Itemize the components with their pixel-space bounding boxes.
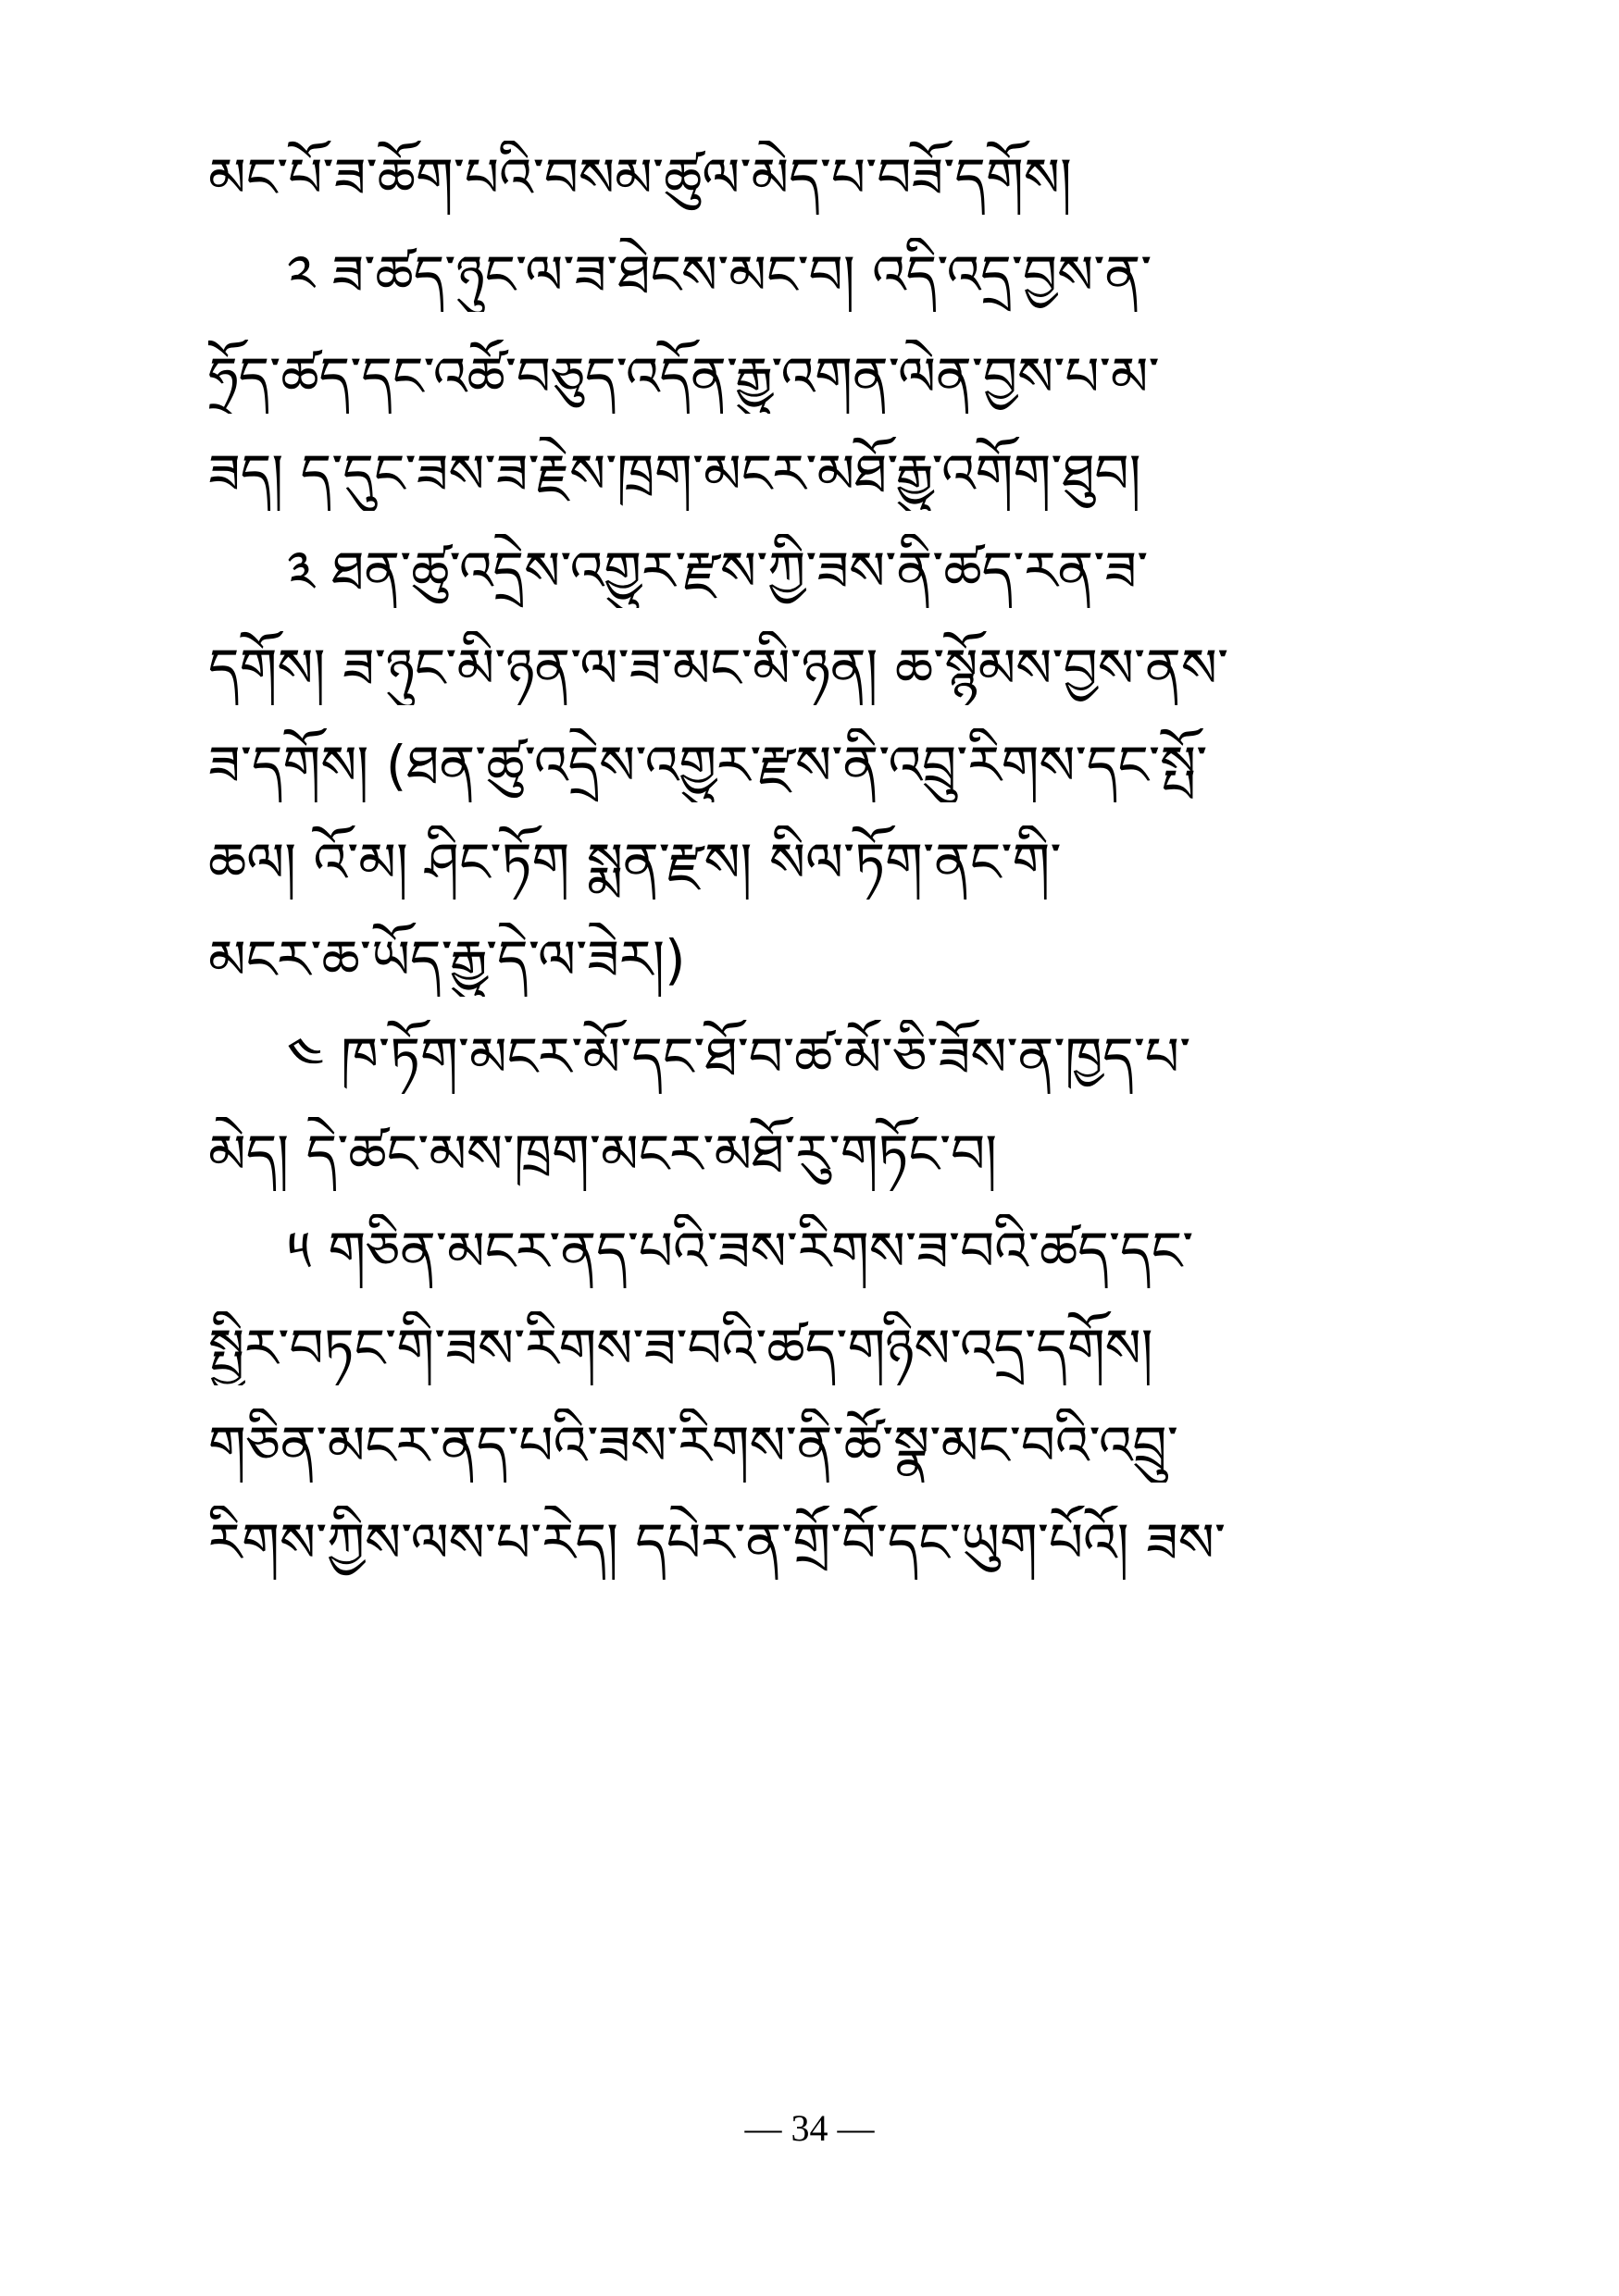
text-line: སྤྱིར་བཏང་གི་ཟས་རིགས་ཟ་བའི་ཚད་གཉིས་འདྲ་དགོས།	[208, 1317, 1153, 1380]
text-line: ཆལ། འོ་མ། ཤིང་ཏོག སྨན་རྫས། སིལ་ཏོག་ནང་གི་	[208, 831, 1062, 894]
text-line: ༥ གཅིན་མངར་ནད་པའི་ཟས་རིགས་ཟ་བའི་ཚད་དང་	[287, 1220, 1194, 1283]
text-line: ཧྲོད་ཚད་དང་འཚོ་བཅུད་འདོན་རྒྱུ་འགན་ལེན་བྱས་པ་མ་	[208, 345, 1160, 408]
text-line: ༤ ཁ་ཏོག་མངར་མོ་དང་ཐོ་བ་ཚ་མོ་ཅི་ཟོས་ན་ཁྱད་པ་	[287, 1025, 1191, 1088]
text-line: ཟད། ད་དུང་ཟས་ཟ་རྗེས་ཁྲག་མངར་མཐོ་རྒྱུ་འགོག་ཐུབ།	[208, 442, 1141, 505]
page-number: — 34 —	[744, 2107, 875, 2149]
text-line: མེད། དེ་ཚང་མས་ཁྲག་མངར་མཐོ་རུ་གཏོང་བ།	[208, 1123, 998, 1185]
text-line: མངར་ཆ་ཡོད་རྒྱུ་དེ་ལ་ཟེར།)	[208, 928, 686, 991]
text-line: དགོས། ཟ་ཉུང་མི་ཉན་ལ་ཟ་མང་མི་ཉན། ཆ་སྙོམས་བྱས་ནས་	[208, 637, 1229, 700]
text-line: ༢ ཟ་ཚད་ཉུང་ལ་ཟ་ཐེངས་མང་བ། འདི་འདྲ་བྱས་ན་	[287, 243, 1152, 306]
text-line: ༣ ཐན་ཚུ་འདྲེས་འགྱུར་རྫས་ཀྱི་ཟས་ནི་ཚད་རན་ཟ་	[287, 540, 1149, 602]
text-line: མང་པོ་ཟ་ཆོག་པའི་བསམ་ཚུལ་མེད་པ་བཟོ་དགོས།	[208, 146, 1072, 209]
text-line: ཟ་དགོས། (ཐན་ཚུ་འདྲེས་འགྱུར་རྫས་ནི་འབྲུ་རིགས་དང་སྤོ་	[208, 734, 1208, 797]
text-line: རིགས་ཀྱིས་ལས་པ་རེད། དཔེར་ན་གྲོ་བོ་དང་ཡུག་པོའོ། ཟས་	[208, 1511, 1227, 1574]
text-line: གཅིན་མངར་ནད་པའི་ཟས་རིགས་ནི་ཚོ་སྣ་མང་བའི་འབྲུ་	[208, 1414, 1178, 1477]
